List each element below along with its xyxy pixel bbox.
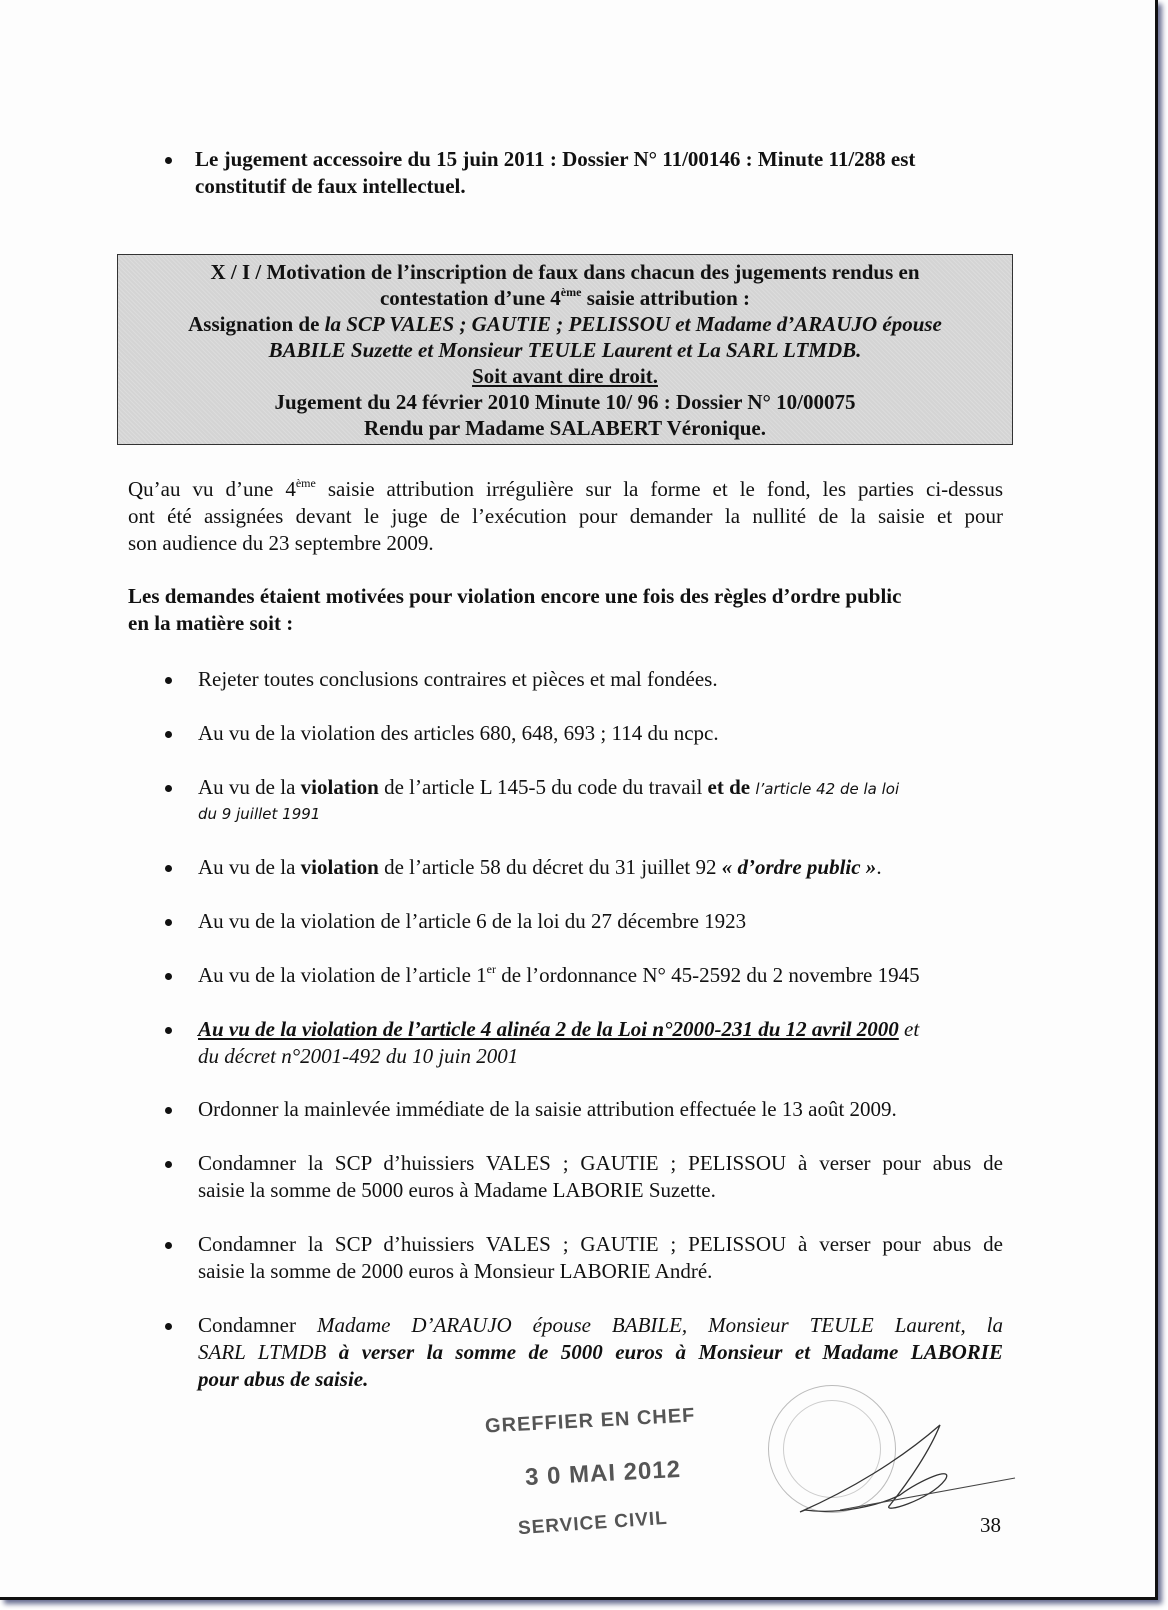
demand-item-line-2 xyxy=(198,1338,1003,1366)
demand-bold: et de xyxy=(707,775,756,799)
bullet-icon xyxy=(165,973,172,980)
heading-line-3-italic: la SCP VALES ; GAUTIE ; PELISSOU et Madame d’ARAUJO épouse xyxy=(324,312,942,336)
demand-item: Condamner la SCP d’huissiers VALES ; GAUTIE ; PELISSOU à verser pour abus de xyxy=(198,1232,1003,1256)
demand-text: de l’article L 145-5 du code du travail xyxy=(378,775,708,799)
bullet-icon xyxy=(165,919,172,926)
demand-bold-italic: à verser la somme de 5000 euros à Monsieur et Madame LABORIE xyxy=(338,1340,1003,1364)
demand-underlined: Au vu de la violation de l’article 4 alinéa 2 de la Loi n°2000-231 du 12 avril 2000 xyxy=(198,1017,899,1041)
paragraph-line-3: son audience du 23 septembre 2009. xyxy=(128,531,434,555)
bullet-icon xyxy=(165,865,172,872)
bullet-icon xyxy=(165,677,172,684)
stamp-date: 3 0 MAI 2012 xyxy=(524,1455,682,1492)
demand-item: Rejeter toutes conclusions contraires et pièces et mal fondées. xyxy=(198,667,718,691)
heading-line-1: X / I / Motivation de l’inscription de faux dans chacun des jugements rendus en xyxy=(210,260,920,284)
demand-bold-italic: « d’ordre public » xyxy=(721,855,877,879)
heading-line-4: BABILE Suzette et Monsieur TEULE Laurent et La SARL LTMDB. xyxy=(268,338,862,362)
heading-line-6: Jugement du 24 février 2010 Minute 10/ 96 : Dossier N° 10/00075 xyxy=(274,390,856,414)
demand-item: Condamner la SCP d’huissiers VALES ; GAUTIE ; PELISSOU à verser pour abus de xyxy=(198,1151,1003,1175)
demands-intro-line-1: Les demandes étaient motivées pour violation encore une fois des règles d’ordre public xyxy=(128,584,902,608)
stamp-greffier-title: GREFFIER EN CHEF xyxy=(484,1404,696,1438)
page-number: 38 xyxy=(980,1513,1001,1537)
demand-item xyxy=(198,961,920,989)
heading-line-7: Rendu par Madame SALABERT Véronique. xyxy=(363,416,767,440)
paragraph-line-1-post: saisie attribution irrégulière sur la forme et le fond, les parties ci-dessus xyxy=(315,477,1003,501)
signature-icon xyxy=(780,1420,1020,1520)
bullet-icon xyxy=(165,785,172,792)
demand-italic: SARL LTMDB xyxy=(198,1340,339,1364)
section-heading-box xyxy=(117,254,1013,445)
heading-line-2 xyxy=(118,285,1012,311)
demand-italic: l’article 42 de la loi xyxy=(755,780,900,798)
demand-item xyxy=(198,1015,919,1043)
bullet-icon xyxy=(165,731,172,738)
heading-superscript: ème xyxy=(560,285,582,299)
demand-item-line-3: pour abus de saisie. xyxy=(198,1367,369,1391)
demand-item: Au vu de la violation des articles 680, 648, 693 ; 114 du ncpc. xyxy=(198,721,719,745)
bullet-icon xyxy=(165,157,172,164)
demand-text: Au vu de la violation de l’article 1 xyxy=(198,963,487,987)
demand-item-line-2: du décret n°2001-492 du 10 juin 2001 xyxy=(198,1044,519,1068)
demand-italic: du 9 juillet 1991 xyxy=(198,805,321,823)
demand-superscript: er xyxy=(486,962,496,976)
paragraph-line-1 xyxy=(128,475,1003,503)
heading-line-2-post: saisie attribution : xyxy=(581,286,751,310)
stamp-service: SERVICE CIVIL xyxy=(517,1507,669,1540)
heading-line-2-pre: contestation d’une 4 xyxy=(379,286,561,310)
demand-text: Au vu de la xyxy=(198,855,301,879)
demand-item-line-2 xyxy=(198,798,320,828)
demand-item xyxy=(198,1311,1003,1339)
demand-bold: violation xyxy=(300,775,379,799)
demand-item-line-2: saisie la somme de 2000 euros à Monsieur LABORIE André. xyxy=(198,1259,713,1283)
heading-line-3 xyxy=(118,311,1012,337)
demand-text: de l’article 58 du décret du 31 juillet 92 xyxy=(378,855,722,879)
heading-line-3-pre: Assignation de xyxy=(188,312,325,336)
intro-bullet-line-2: constitutif de faux intellectuel. xyxy=(195,174,466,198)
bullet-icon xyxy=(165,1107,172,1114)
intro-bullet-line-1: Le jugement accessoire du 15 juin 2011 : Dossier N° 11/00146 : Minute 11/288 est xyxy=(195,147,916,171)
paragraph-line-1-pre: Qu’au vu d’une 4 xyxy=(128,477,296,501)
demand-text: de l’ordonnance N° 45-2592 du 2 novembre 1945 xyxy=(496,963,920,987)
demand-item: Ordonner la mainlevée immédiate de la saisie attribution effectuée le 13 août 2009. xyxy=(198,1097,897,1121)
paragraph-superscript: ème xyxy=(295,476,316,490)
demand-text: . xyxy=(876,855,882,879)
demand-italic: Madame D’ARAUJO épouse BABILE, Monsieur TEULE Laurent, la xyxy=(316,1313,1003,1337)
bullet-icon xyxy=(165,1323,172,1330)
demand-text: Au vu de la xyxy=(198,775,301,799)
paragraph-line-2: ont été assignées devant le juge de l’exécution pour demander la nullité de la saisie et pour xyxy=(128,504,1003,528)
heading-line-5: Soit avant dire droit. xyxy=(472,364,658,388)
demand-italic: et xyxy=(898,1017,920,1041)
demand-item: Au vu de la violation de l’article 6 de la loi du 27 décembre 1923 xyxy=(198,909,747,933)
demand-text: Condamner xyxy=(198,1313,317,1337)
demand-item xyxy=(198,853,882,881)
demand-item-line-2: saisie la somme de 5000 euros à Madame LABORIE Suzette. xyxy=(198,1178,716,1202)
bullet-icon xyxy=(165,1027,172,1034)
bullet-icon xyxy=(165,1161,172,1168)
demand-bold: violation xyxy=(300,855,379,879)
demands-intro-line-2: en la matière soit : xyxy=(128,611,294,635)
bullet-icon xyxy=(165,1242,172,1249)
